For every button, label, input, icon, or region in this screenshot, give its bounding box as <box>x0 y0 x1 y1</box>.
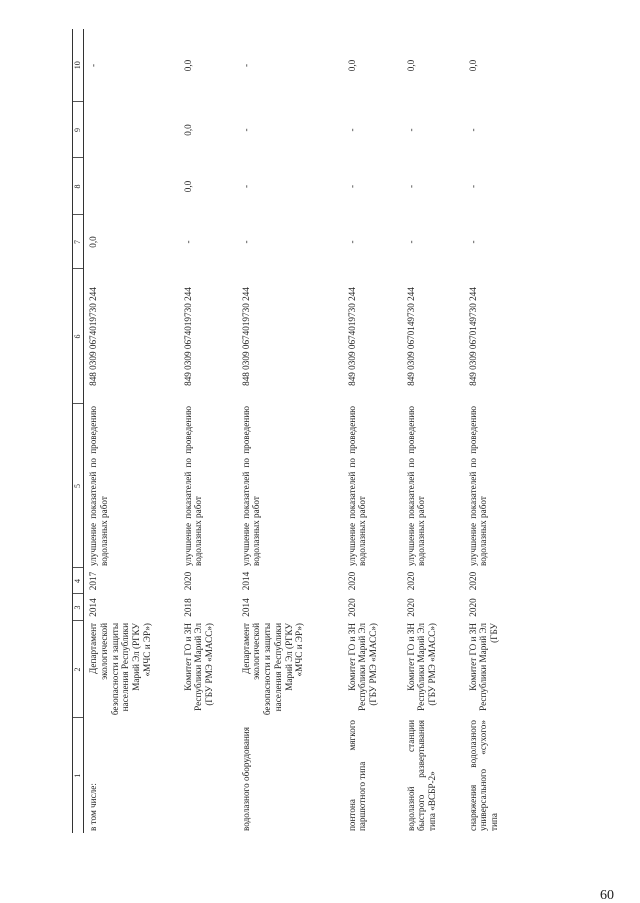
column-header-7: 7 <box>73 215 84 269</box>
expected-result: улучшение показателей по проведению водолазных работ <box>467 406 489 566</box>
budget-code: 849 0309 0674019730 244 <box>182 287 193 386</box>
responsible-executor: Комитет ГО и ЗН Республики Марий Эл (ГБУ <box>467 623 500 711</box>
value-col-7: - <box>405 240 416 244</box>
expected-result: улучшение показателей по проведению водолазных работ <box>346 406 368 566</box>
value-col-9: 0,0 <box>182 124 193 136</box>
activity-name: водолазного оборудования <box>240 727 251 831</box>
responsible-executor: Департамент экологической безопасности и защиты населения Республики Марий Эл (РГКУ «МЧС и ЭР») <box>88 623 152 716</box>
value-col-7: - <box>240 240 251 244</box>
year-end: 2020 <box>405 571 416 591</box>
responsible-executor: Комитет ГО и ЗН Республики Марий Эл (ГБУ РМЭ «МАСС») <box>346 623 379 711</box>
value-col-9 <box>84 102 179 158</box>
responsible-executor: Комитет ГО и ЗН Республики Марий Эл (ГБУ РМЭ «МАСС») <box>182 623 215 711</box>
value-col-10: 0,0 <box>467 59 478 72</box>
program-activities-table <box>72 29 534 833</box>
activity-name <box>179 718 237 833</box>
column-header-5: 5 <box>73 404 84 568</box>
value-col-9: - <box>346 128 357 132</box>
budget-code: 848 0309 0674019730 244 <box>88 287 98 386</box>
budget-code: 849 0309 0670149730 244 <box>467 287 478 386</box>
budget-code: 849 0309 0670149730 244 <box>405 287 416 386</box>
budget-code: 849 0309 0674019730 244 <box>346 287 357 386</box>
responsible-executor: Департамент экологической безопасности и защиты населения Республики Марий Эл (РГКУ «МЧС и ЭР») <box>240 623 305 716</box>
value-col-7: - <box>182 240 193 244</box>
year-start: 2020 <box>467 598 478 617</box>
value-col-7: 0,0 <box>88 236 98 248</box>
table-row <box>343 29 402 833</box>
expected-result: улучшение показателей по проведению водолазных работ <box>88 406 109 566</box>
table-row <box>179 29 237 833</box>
year-start: 2014 <box>88 598 98 617</box>
value-col-8: - <box>467 184 478 189</box>
expected-result: улучшение показателей по проведению водолазных работ <box>240 406 262 566</box>
column-number-row <box>73 29 84 833</box>
value-col-10: - <box>240 63 251 68</box>
column-header-8: 8 <box>73 158 84 215</box>
year-end: 2020 <box>467 571 478 591</box>
column-header-4: 4 <box>73 568 84 594</box>
value-col-7: - <box>467 240 478 244</box>
table-row <box>402 29 464 833</box>
year-end: 2020 <box>346 571 357 591</box>
value-col-7: - <box>346 240 357 244</box>
value-col-8: 0,0 <box>182 180 193 193</box>
value-col-8: - <box>405 184 416 189</box>
activity-name: снаряжения водолазного универсального «сухого» типа <box>467 720 500 831</box>
table-row <box>464 29 534 833</box>
column-header-10: 10 <box>73 29 84 102</box>
year-start: 2020 <box>346 598 357 617</box>
value-col-9: - <box>405 128 416 132</box>
activity-name: водолазной станции быстрого развертывания типа «ВСБР-2» <box>405 720 438 831</box>
value-col-9: - <box>240 128 251 132</box>
page-number: 60 <box>600 888 614 903</box>
value-col-10: - <box>88 63 98 68</box>
year-start: 2018 <box>182 598 193 617</box>
value-col-10: 0,0 <box>405 59 416 72</box>
column-header-9: 9 <box>73 102 84 158</box>
table-row <box>84 29 179 833</box>
column-header-6: 6 <box>73 269 84 404</box>
column-header-1: 1 <box>73 718 84 833</box>
year-end: 2020 <box>182 571 193 591</box>
column-header-3: 3 <box>73 594 84 621</box>
column-header-2: 2 <box>73 621 84 718</box>
table-row <box>237 29 343 833</box>
value-col-8 <box>84 158 179 215</box>
activity-name: понтона мягкого паршютного типа <box>346 720 368 831</box>
year-end: 2014 <box>240 571 251 591</box>
value-col-9: - <box>467 128 478 132</box>
activity-name: в том числе: <box>88 783 98 831</box>
responsible-executor: Комитет ГО и ЗН Республики Марий Эл (ГБУ РМЭ «МАСС») <box>405 623 438 711</box>
value-col-8: - <box>346 184 357 189</box>
expected-result: улучшение показателей по проведению водолазных работ <box>182 406 204 566</box>
year-start: 2020 <box>405 598 416 617</box>
value-col-8: - <box>240 184 251 189</box>
value-col-10: 0,0 <box>182 59 193 72</box>
expected-result: улучшение показателей по проведению водолазных работ <box>405 406 427 566</box>
budget-code: 848 0309 0674019730 244 <box>240 287 251 386</box>
value-col-10: 0,0 <box>346 59 357 72</box>
year-end: 2017 <box>88 571 98 591</box>
year-start: 2014 <box>240 598 251 617</box>
